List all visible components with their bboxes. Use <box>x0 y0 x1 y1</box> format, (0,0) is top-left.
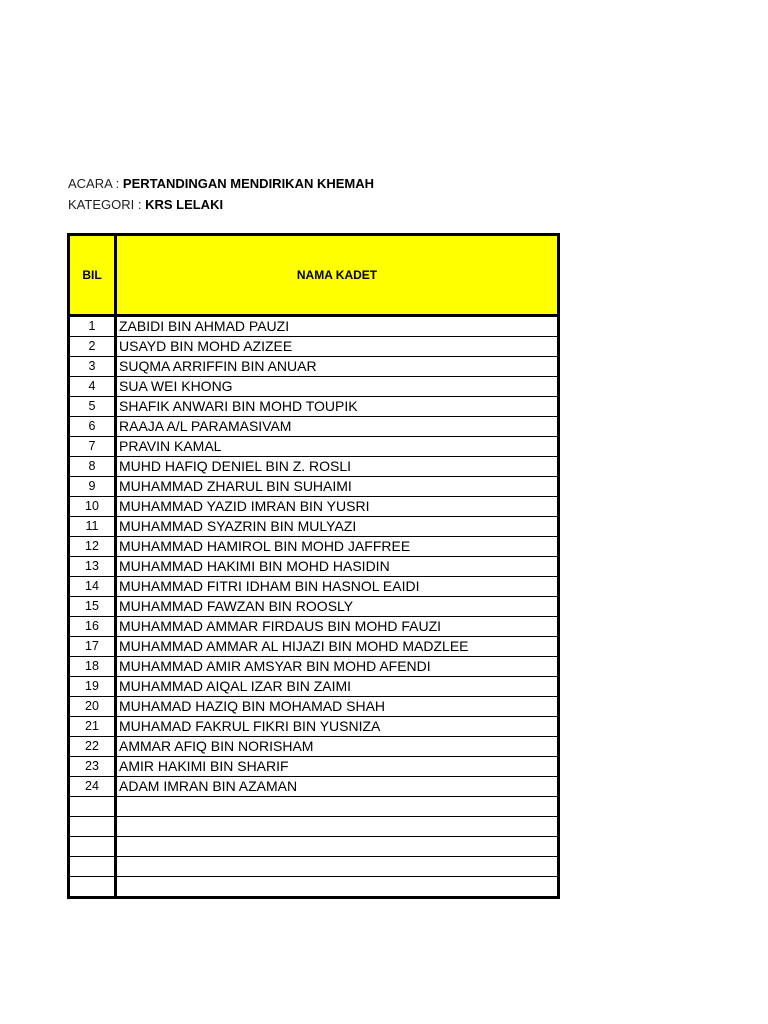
row-nama-cell: MUHAMMAD SYAZRIN BIN MULYAZI <box>116 517 559 537</box>
row-nama-cell: MUHAMMAD HAKIMI BIN MOHD HASIDIN <box>116 557 559 577</box>
table-row <box>69 617 559 637</box>
acara-label: ACARA : <box>68 176 123 191</box>
row-nama-cell <box>116 817 559 837</box>
row-nama-cell: MUHAMMAD ZHARUL BIN SUHAIMI <box>116 477 559 497</box>
row-bil-cell: 22 <box>69 737 116 757</box>
row-nama-cell: MUHAMAD FAKRUL FIKRI BIN YUSNIZA <box>116 717 559 737</box>
table-row <box>69 397 559 417</box>
table-row <box>69 817 559 837</box>
table-row <box>69 477 559 497</box>
table-row <box>69 697 559 717</box>
row-bil-cell: 24 <box>69 777 116 797</box>
row-bil-cell: 16 <box>69 617 116 637</box>
row-bil-cell: 10 <box>69 497 116 517</box>
row-bil-cell: 2 <box>69 337 116 357</box>
row-bil-cell: 17 <box>69 637 116 657</box>
row-bil-cell: 12 <box>69 537 116 557</box>
row-bil-cell: 18 <box>69 657 116 677</box>
row-nama-cell: MUHAMMAD AMMAR AL HIJAZI BIN MOHD MADZLEE <box>116 637 559 657</box>
table-row <box>69 637 559 657</box>
row-nama-cell: ADAM IMRAN BIN AZAMAN <box>116 777 559 797</box>
row-nama-cell: ZABIDI BIN AHMAD PAUZI <box>116 316 559 337</box>
row-nama-cell: MUHAMMAD FITRI IDHAM BIN HASNOL EAIDI <box>116 577 559 597</box>
row-nama-cell: AMMAR AFIQ BIN NORISHAM <box>116 737 559 757</box>
table-row <box>69 497 559 517</box>
row-bil-cell: 23 <box>69 757 116 777</box>
table-body <box>69 316 559 898</box>
row-nama-cell: SUA WEI KHONG <box>116 377 559 397</box>
table-row <box>69 377 559 397</box>
table-header-row <box>69 235 559 316</box>
table-row <box>69 717 559 737</box>
table-row <box>69 417 559 437</box>
kategori-label: KATEGORI : <box>68 197 146 212</box>
table-row <box>69 357 559 377</box>
row-bil-cell: 20 <box>69 697 116 717</box>
row-bil-cell: 9 <box>69 477 116 497</box>
row-bil-cell: 14 <box>69 577 116 597</box>
row-nama-cell: MUHAMMAD AIQAL IZAR BIN ZAIMI <box>116 677 559 697</box>
row-nama-cell: MUHAMMAD AMIR AMSYAR BIN MOHD AFENDI <box>116 657 559 677</box>
row-nama-cell: MUHAMMAD FAWZAN BIN ROOSLY <box>116 597 559 617</box>
row-bil-cell <box>69 857 116 877</box>
row-nama-cell: MUHD HAFIQ DENIEL BIN Z. ROSLI <box>116 457 559 477</box>
row-nama-cell: AMIR HAKIMI BIN SHARIF <box>116 757 559 777</box>
row-nama-cell <box>116 857 559 877</box>
acara-value: PERTANDINGAN MENDIRIKAN KHEMAH <box>122 176 375 191</box>
table-row <box>69 877 559 898</box>
column-header-bil: BIL <box>69 235 116 316</box>
table-row <box>69 597 559 617</box>
row-bil-cell: 8 <box>69 457 116 477</box>
acara-line <box>68 176 374 192</box>
table-row <box>69 757 559 777</box>
kategori-value: KRS LELAKI <box>145 197 224 212</box>
table-row <box>69 837 559 857</box>
table-row <box>69 857 559 877</box>
row-bil-cell: 6 <box>69 417 116 437</box>
table-row <box>69 777 559 797</box>
row-bil-cell <box>69 837 116 857</box>
table-row <box>69 537 559 557</box>
row-bil-cell: 11 <box>69 517 116 537</box>
row-bil-cell: 1 <box>69 316 116 337</box>
row-bil-cell: 3 <box>69 357 116 377</box>
row-nama-cell <box>116 877 559 898</box>
row-nama-cell: SUQMA ARRIFFIN BIN ANUAR <box>116 357 559 377</box>
table-row <box>69 677 559 697</box>
row-nama-cell: SHAFIK ANWARI BIN MOHD TOUPIK <box>116 397 559 417</box>
row-bil-cell <box>69 797 116 817</box>
table-row <box>69 437 559 457</box>
table-row <box>69 797 559 817</box>
kadet-table <box>67 233 560 899</box>
row-bil-cell: 4 <box>69 377 116 397</box>
table-row <box>69 316 559 337</box>
row-nama-cell: USAYD BIN MOHD AZIZEE <box>116 337 559 357</box>
row-bil-cell: 15 <box>69 597 116 617</box>
row-nama-cell: PRAVIN KAMAL <box>116 437 559 457</box>
kategori-line <box>68 197 223 213</box>
table-row <box>69 577 559 597</box>
row-nama-cell: MUHAMMAD HAMIROL BIN MOHD JAFFREE <box>116 537 559 557</box>
row-bil-cell: 21 <box>69 717 116 737</box>
column-header-nama-kadet: NAMA KADET <box>116 235 559 316</box>
table-row <box>69 337 559 357</box>
row-nama-cell: MUHAMMAD AMMAR FIRDAUS BIN MOHD FAUZI <box>116 617 559 637</box>
row-nama-cell <box>116 797 559 817</box>
row-bil-cell: 13 <box>69 557 116 577</box>
row-nama-cell: MUHAMMAD YAZID IMRAN BIN YUSRI <box>116 497 559 517</box>
row-bil-cell <box>69 817 116 837</box>
table-row <box>69 557 559 577</box>
row-bil-cell: 19 <box>69 677 116 697</box>
row-bil-cell <box>69 877 116 898</box>
table-row <box>69 737 559 757</box>
row-bil-cell: 7 <box>69 437 116 457</box>
row-nama-cell: RAAJA A/L PARAMASIVAM <box>116 417 559 437</box>
table-row <box>69 517 559 537</box>
row-nama-cell <box>116 837 559 857</box>
row-bil-cell: 5 <box>69 397 116 417</box>
row-nama-cell: MUHAMAD HAZIQ BIN MOHAMAD SHAH <box>116 697 559 717</box>
table-row <box>69 457 559 477</box>
table-row <box>69 657 559 677</box>
